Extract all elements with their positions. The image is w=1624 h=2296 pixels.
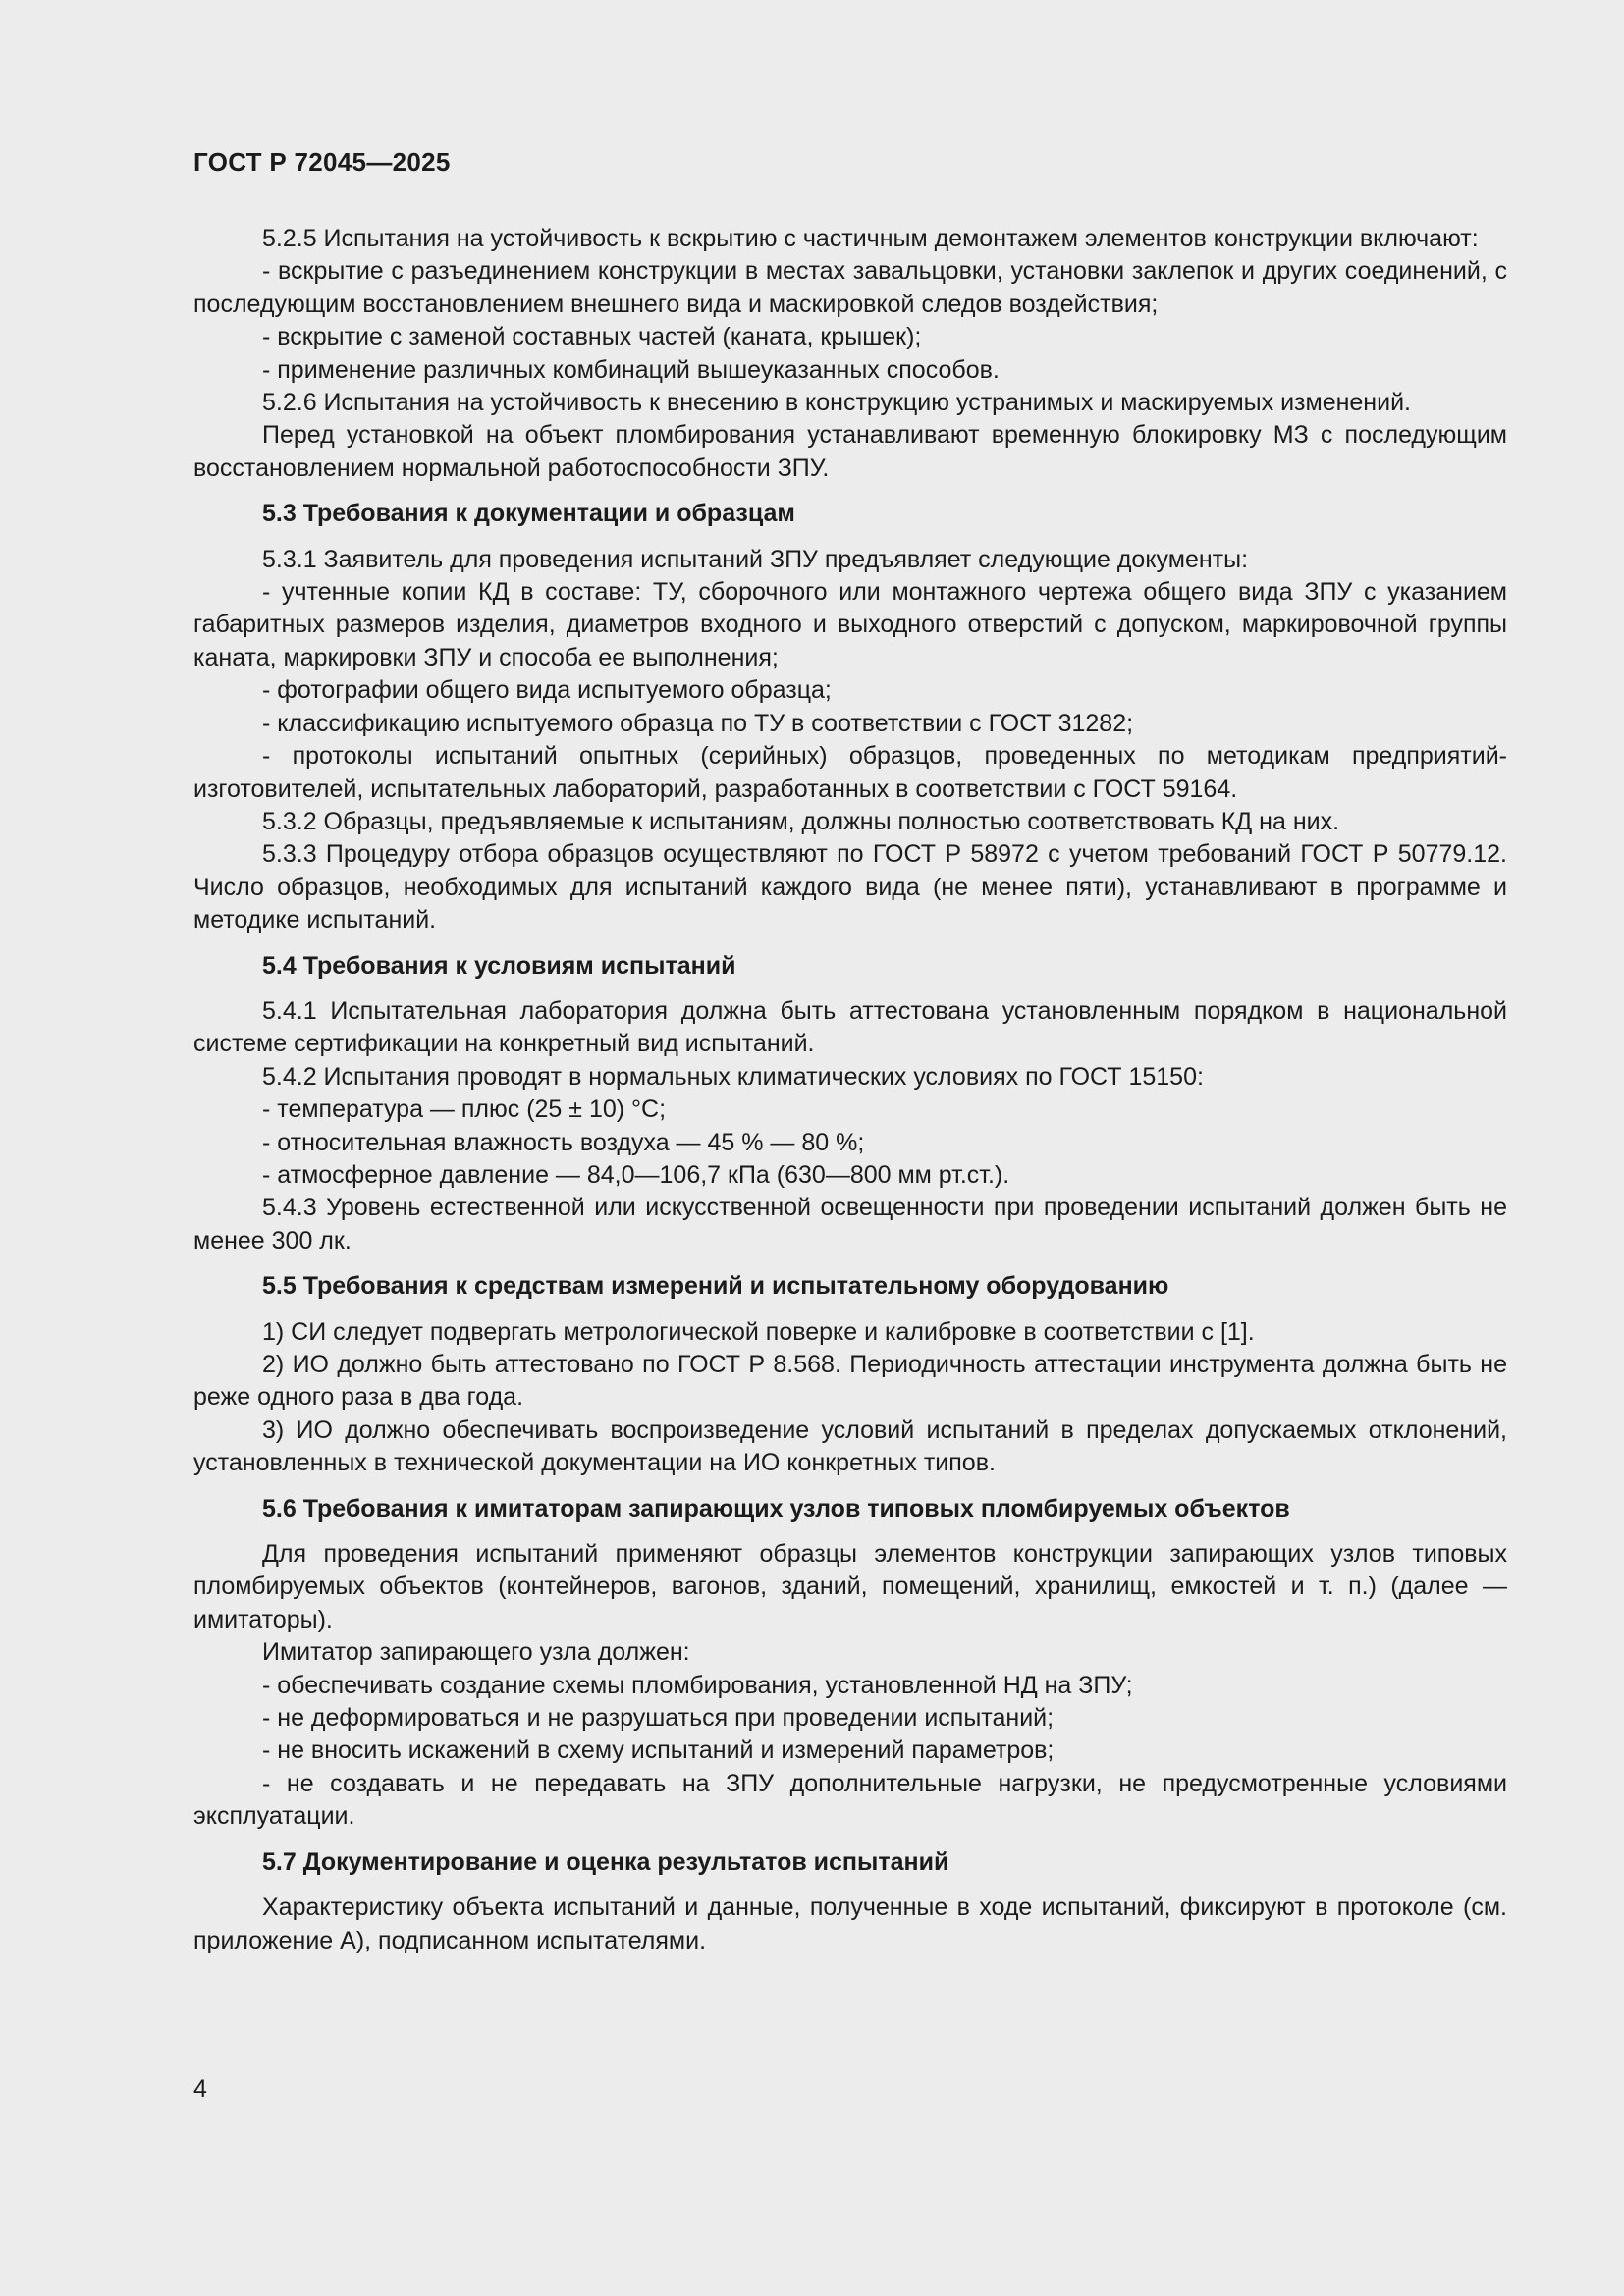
list-item: - не деформироваться и не разрушаться при проведении испытаний; (262, 1704, 1055, 1733)
clause-5-4-3: 5.4.3 Уровень естественной или искусственной освещенности при проведении испытаний должен быть не менее 300 лк. (193, 1194, 1507, 1255)
section-heading-5-5: 5.5 Требования к средствам измерений и испытательному оборудованию (262, 1272, 1169, 1301)
document-header: ГОСТ Р 72045—2025 (193, 147, 451, 177)
paragraph: Для проведения испытаний применяют образцы элементов конструкции запирающих узлов типовых пломбируемых объектов (контейнеров, вагонов, зданий, помещений, хранилищ, емкостей и т. п.) (далее — имитаторы). (193, 1540, 1507, 1633)
list-item: - вскрытие с заменой составных частей (каната, крышек); (262, 323, 922, 351)
section-heading-5-6: 5.6 Требования к имитаторам запирающих узлов типовых пломбируемых объектов (262, 1494, 1290, 1522)
clause-5-3-2: 5.3.2 Образцы, предъявляемые к испытаниям, должны полностью соответствовать КД на них. (262, 807, 1340, 835)
list-item: - не вносить искажений в схему испытаний и измерений параметров; (262, 1736, 1055, 1765)
list-item: - температура — плюс (25 ± 10) °С; (262, 1095, 667, 1124)
list-item: - фотографии общего вида испытуемого образца; (262, 676, 832, 705)
clause-5-3-3: 5.3.3 Процедуру отбора образцов осуществляют по ГОСТ Р 58972 с учетом требований ГОСТ Р 50779.12. Число образцов, необходимых для испытаний каждого вида (не менее пяти), устанавливают в программе и методике испытаний. (193, 840, 1507, 934)
numbered-item: 3) ИО должно обеспечивать воспроизведение условий испытаний в пределах допускаемых отклонений, установленных в технической документации на ИО конкретных типов. (193, 1415, 1507, 1477)
list-item: - не создавать и не передавать на ЗПУ дополнительные нагрузки, не предусмотренные условиями эксплуатации. (193, 1769, 1507, 1831)
page-number: 4 (193, 2075, 207, 2103)
paragraph: Характеристику объекта испытаний и данные, полученные в ходе испытаний, фиксируют в протоколе (см. приложение А), подписанном испытателями. (193, 1894, 1507, 1954)
section-heading-5-3: 5.3 Требования к документации и образцам (262, 500, 795, 528)
list-item: - учтенные копии КД в составе: ТУ, сборочного или монтажного чертежа общего вида ЗПУ с указанием габаритных размеров изделия, диаметров входного и выходного отверстий с допуском, маркировочной группы каната, маркировки ЗПУ и способа ее выполнения; (193, 578, 1507, 671)
document-body (193, 223, 1507, 1957)
clause-5-4-1: 5.4.1 Испытательная лаборатория должна быть аттестована установленным порядком в национальной системе сертификации на конкретный вид испытаний. (193, 996, 1507, 1058)
clause-5-4-2: 5.4.2 Испытания проводят в нормальных климатических условиях по ГОСТ 15150: (262, 1062, 1204, 1091)
paragraph: Перед установкой на объект пломбирования устанавливают временную блокировку МЗ с последующим восстановлением нормальной работоспособности ЗПУ. (193, 421, 1507, 482)
section-heading-5-4: 5.4 Требования к условиям испытаний (262, 951, 736, 980)
list-item: - атмосферное давление — 84,0—106,7 кПа (630—800 мм рт.ст.). (262, 1160, 1010, 1189)
clause-5-2-5: 5.2.5 Испытания на устойчивость к вскрытию с частичным демонтажем элементов конструкции включают: (262, 225, 1479, 252)
list-item: - применение различных комбинаций вышеуказанных способов. (262, 355, 1000, 384)
list-item: - протоколы испытаний опытных (серийных) образцов, проведенных по методикам предприятий-изготовителей, испытательных лабораторий, разработанных в соответствии с ГОСТ 59164. (193, 742, 1507, 803)
section-heading-5-7: 5.7 Документирование и оценка результатов испытаний (262, 1847, 949, 1876)
paragraph: Имитатор запирающего узла должен: (262, 1638, 690, 1667)
list-item: - вскрытие с разъединением конструкции в местах завальцовки, установки заклепок и других соединений, с последующим восстановлением внешнего вида и маскировкой следов воздействия; (193, 257, 1507, 318)
list-item: - относительная влажность воздуха — 45 % — 80 %; (262, 1128, 865, 1156)
numbered-item: 2) ИО должно быть аттестовано по ГОСТ Р 8.568. Периодичность аттестации инструмента должна быть не реже одного раза в два года. (193, 1351, 1507, 1412)
clause-5-2-6: 5.2.6 Испытания на устойчивость к внесению в конструкцию устранимых и маскируемых изменений. (262, 389, 1411, 417)
list-item: - классификацию испытуемого образца по ТУ в соответствии с ГОСТ 31282; (262, 709, 1134, 737)
numbered-item: 1) СИ следует подвергать метрологической поверке и калибровке в соответствии с [1]. (262, 1317, 1255, 1346)
clause-5-3-1: 5.3.1 Заявитель для проведения испытаний ЗПУ предъявляет следующие документы: (262, 545, 1249, 573)
list-item: - обеспечивать создание схемы пломбирования, установленной НД на ЗПУ; (262, 1671, 1133, 1699)
